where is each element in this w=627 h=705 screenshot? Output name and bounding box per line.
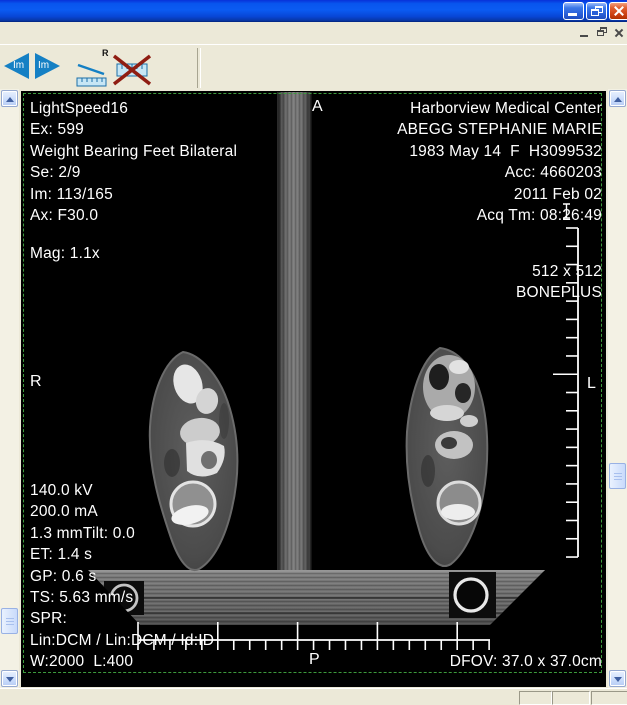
minimize-icon bbox=[580, 35, 588, 37]
exposure-time: ET: 1.4 s bbox=[30, 546, 93, 564]
title-bar[interactable] bbox=[0, 0, 627, 22]
overlay-magnification bbox=[30, 243, 100, 264]
child-close-button[interactable] bbox=[612, 26, 626, 39]
menu-bar bbox=[0, 22, 627, 45]
minimize-button[interactable] bbox=[563, 2, 584, 20]
scroll-up-button[interactable] bbox=[609, 90, 626, 107]
previous-image-button[interactable] bbox=[4, 53, 30, 79]
study-date: 2011 Feb 02 bbox=[513, 185, 602, 203]
overlay-exam-info bbox=[30, 98, 237, 226]
close-button[interactable] bbox=[609, 2, 627, 20]
ruler-measure-icon bbox=[74, 45, 114, 89]
toolbar bbox=[0, 44, 627, 90]
measure-tool-button[interactable] bbox=[74, 45, 114, 89]
grip-icon bbox=[6, 618, 14, 626]
restore-icon bbox=[591, 9, 599, 16]
patient-dob-sex-id: 1983 May 14 F H3099532 bbox=[409, 142, 602, 160]
chevron-up-icon bbox=[6, 97, 14, 102]
status-panel bbox=[591, 691, 627, 705]
ct-image-viewport[interactable] bbox=[21, 91, 606, 687]
restore-button[interactable] bbox=[586, 2, 607, 20]
institution-name: Harborview Medical Center bbox=[410, 100, 602, 117]
next-image-label: Im bbox=[38, 60, 50, 71]
minimize-icon bbox=[568, 13, 577, 16]
axial-position: Ax: F30.0 bbox=[30, 207, 99, 225]
dfov-value: DFOV: 37.0 x 37.0cm bbox=[449, 653, 602, 670]
chevron-down-icon bbox=[6, 677, 14, 682]
next-image-button[interactable] bbox=[35, 53, 61, 79]
scroll-up-button[interactable] bbox=[1, 90, 18, 107]
previous-image-label: Im bbox=[13, 60, 25, 71]
acquisition-time: Acq Tm: 08:26:49 bbox=[476, 207, 602, 225]
exam-description: Weight Bearing Feet Bilateral bbox=[30, 142, 238, 160]
series-number: Se: 2/9 bbox=[30, 164, 81, 182]
status-panel bbox=[552, 691, 590, 705]
grip-icon bbox=[614, 473, 622, 481]
positioning-post bbox=[277, 92, 312, 625]
child-minimize-button[interactable] bbox=[578, 26, 592, 39]
scanner-model: LightSpeed16 bbox=[30, 100, 129, 117]
orientation-left-label: L bbox=[587, 375, 596, 392]
tube-current: 200.0 mA bbox=[30, 503, 98, 521]
overlay-dfov bbox=[450, 651, 602, 672]
chevron-up-icon bbox=[614, 97, 622, 102]
overlay-matrix-info bbox=[516, 261, 602, 304]
status-bar bbox=[0, 688, 627, 705]
restore-icon bbox=[597, 30, 604, 36]
left-foot-cross-section bbox=[407, 348, 488, 566]
patient-name: ABEGG STEPHANIE MARIE bbox=[397, 121, 602, 139]
lut-info: Lin:DCM / Lin:DCM / Id:ID bbox=[30, 631, 215, 649]
window-level: W:2000 L:400 bbox=[30, 653, 134, 671]
gantry-period: GP: 0.6 s bbox=[30, 567, 97, 585]
scroll-down-button[interactable] bbox=[1, 670, 18, 687]
accession-number: Acc: 4660203 bbox=[504, 164, 602, 182]
measure-r-label: R bbox=[102, 48, 109, 58]
image-matrix: 512 x 512 bbox=[532, 263, 602, 280]
scrollbar-thumb[interactable] bbox=[609, 463, 626, 489]
delete-measurements-button[interactable] bbox=[110, 53, 154, 87]
exam-number: Ex: 599 bbox=[30, 121, 84, 139]
status-panel bbox=[519, 691, 552, 705]
table-speed: TS: 5.63 mm/s bbox=[30, 589, 134, 607]
spr-label: SPR: bbox=[30, 610, 67, 628]
image-number: Im: 113/165 bbox=[30, 185, 113, 203]
overlay-patient-info bbox=[397, 98, 602, 226]
toolbar-divider bbox=[197, 48, 201, 88]
magnification-value: Mag: 1.1x bbox=[30, 245, 100, 262]
child-restore-button[interactable] bbox=[595, 26, 609, 39]
orientation-posterior-label: P bbox=[309, 651, 320, 668]
recon-filter: BONEPLUS bbox=[515, 284, 602, 302]
kilovoltage: 140.0 kV bbox=[30, 482, 93, 499]
scroll-down-button[interactable] bbox=[609, 670, 626, 687]
scrollbar-thumb[interactable] bbox=[1, 608, 18, 634]
delete-measurements-icon bbox=[110, 53, 154, 87]
orientation-right-label: R bbox=[30, 373, 42, 390]
slice-thickness-tilt: 1.3 mmTilt: 0.0 bbox=[30, 524, 135, 542]
left-scrollbar[interactable] bbox=[0, 89, 19, 688]
orientation-anterior-label: A bbox=[312, 98, 323, 115]
chevron-down-icon bbox=[614, 677, 622, 682]
right-scrollbar[interactable] bbox=[608, 89, 627, 688]
overlay-technique-info bbox=[30, 480, 214, 673]
